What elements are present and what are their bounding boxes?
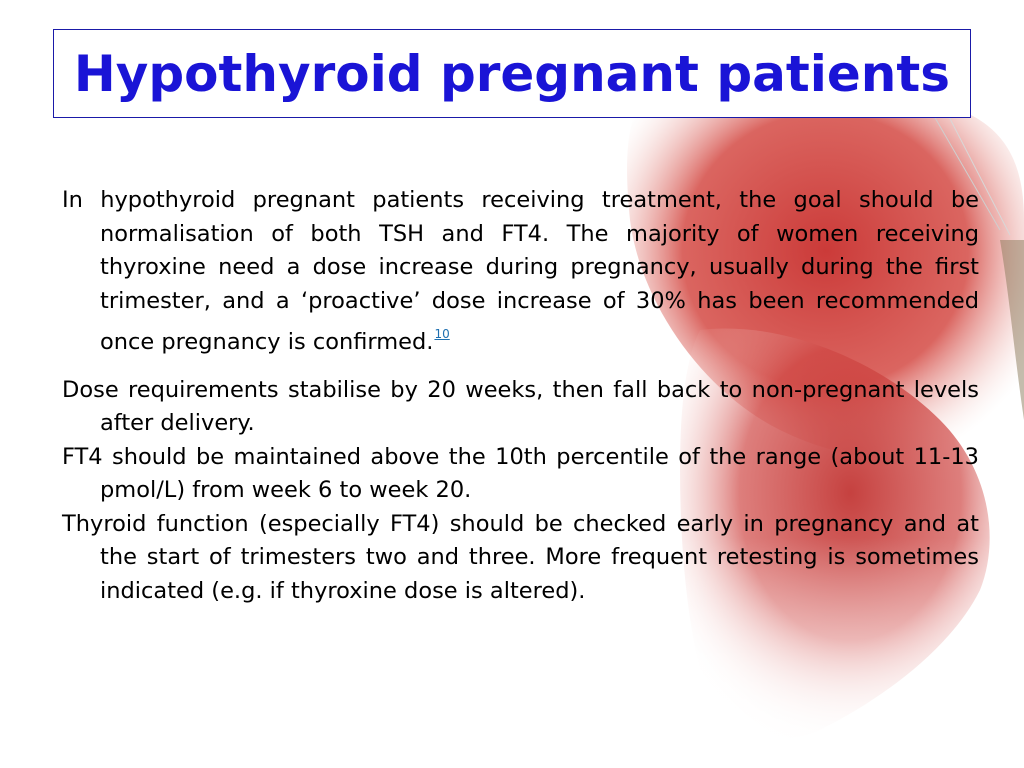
paragraph-treatment-goal	[62, 184, 979, 360]
reference-link[interactable]: 10	[434, 327, 450, 341]
paragraph-ft4-target: FT4 should be maintained above the 10th percentile of the range (about 11-13 pmol/L) from week 6 to week 20.	[62, 443, 979, 503]
slide-title: Hypothyroid pregnant patients	[73, 44, 951, 103]
paragraph-treatment-goal-text: In hypothyroid pregnant patients receiving treatment, the goal should be normalisation of both TSH and FT4. The majority of women receiving thyroxine need a dose increase during pregnancy, usually during the first trimester, and a ‘proactive’ dose increase of 30% has been recommended once pregnancy is confirmed.	[62, 187, 979, 355]
paragraph-thyroid-checks: Thyroid function (especially FT4) should be checked early in pregnancy and at the start of trimesters two and three. More frequent retesting is sometimes indicated (e.g. if thyroxine dose is altered).	[62, 510, 979, 604]
slide-body	[62, 184, 979, 608]
title-box	[53, 29, 971, 118]
paragraph-dose-requirements: Dose requirements stabilise by 20 weeks, then fall back to non-pregnant levels after delivery.	[62, 376, 979, 436]
